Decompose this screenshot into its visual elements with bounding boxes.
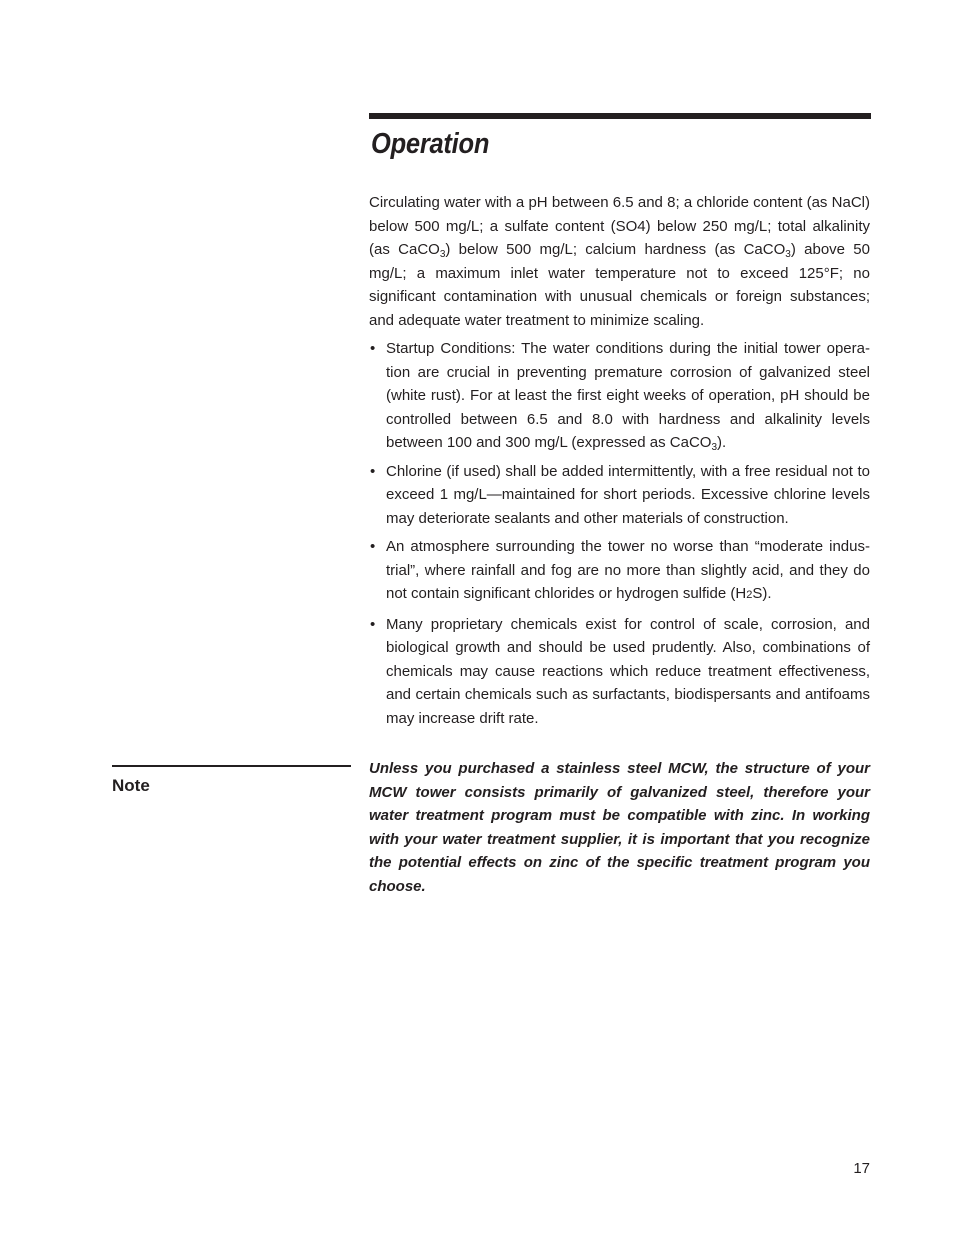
bullet-icon: •	[370, 462, 376, 480]
intro-subscript-1: 3	[439, 249, 446, 260]
intro-paragraph	[369, 191, 870, 332]
intro-subscript-2: 3	[785, 249, 791, 260]
list-item-text: Chlorine (if used) shall be added intermittently, with a free residual not to exceed 1 mg/L—maintained for short periods. Excessive chlorine levels may deteriorate sealants and other materials of construction.	[386, 462, 870, 527]
operation-body	[369, 191, 870, 735]
page-number: 17	[853, 1160, 870, 1177]
list-item-text: Startup Conditions: The water conditions during the initial tower operation are crucial in preventing premature corrosion of galvanized steel (white rust). For at least the first eight weeks of operation, pH should be controlled between 6.5 and 8.0 with hardness and alkalinity levels between 100 and 300 mg/L (expressed as CaCO	[386, 340, 870, 451]
list-item-text: Many proprietary chemicals exist for control of scale, corrosion, and biological growth and should be used prudently. Also, combinations of chemicals may cause reactions which reduce treatment effectiveness, and certain chemicals such as surfactants, biodispersants and antifoams may increase drift rate.	[386, 615, 870, 727]
intro-text-3: ) above 50 mg/L; a maximum inlet water temperature not to exceed 125°F; no significant contamination with unusual chemicals or foreign substances; and adequate water treatment to minimize scaling.	[369, 241, 870, 329]
section-title: Operation	[371, 128, 490, 160]
list-item-subscript: 3	[711, 442, 718, 453]
section-top-rule	[369, 113, 871, 119]
list-item-text: An atmosphere surrounding the tower no worse than “moderate industrial”, where rainfall and fog are no more than slightly acid, and they do not contain significant chlorides or hydrogen sulfide (H	[386, 538, 870, 602]
intro-text-2: ) below 500 mg/L; calcium hardness (as CaCO	[445, 241, 786, 258]
note-rule	[112, 765, 351, 767]
bullet-icon: •	[370, 340, 376, 357]
list-item-subscript: 2	[746, 589, 753, 601]
note-text: Unless you purchased a stainless steel MCW, the structure of your MCW tower consists primarily of galvanized steel, therefore your water treatment program must be compatible with zinc. In working with your water treatment supplier, it is important that you recognize the potential effects on zinc of the specific treatment program you choose.	[369, 760, 870, 895]
list-item-chemicals	[369, 613, 870, 731]
note-label: Note	[112, 776, 150, 795]
list-item-tail: ).	[717, 434, 727, 451]
requirements-list	[369, 337, 870, 730]
bullet-icon: •	[370, 538, 376, 555]
list-item-startup	[369, 337, 870, 455]
list-item-chlorine	[369, 460, 870, 531]
list-item-atmosphere	[369, 535, 870, 608]
intro-text-1: Circulating water with a pH between 6.5 and 8; a chloride content (as NaCl) below 500 mg/L; a sulfate content (SO4) below 250 mg/L; total alkalinity (as CaCO	[369, 194, 870, 258]
list-item-tail: S).	[752, 585, 772, 602]
bullet-icon: •	[370, 615, 376, 633]
